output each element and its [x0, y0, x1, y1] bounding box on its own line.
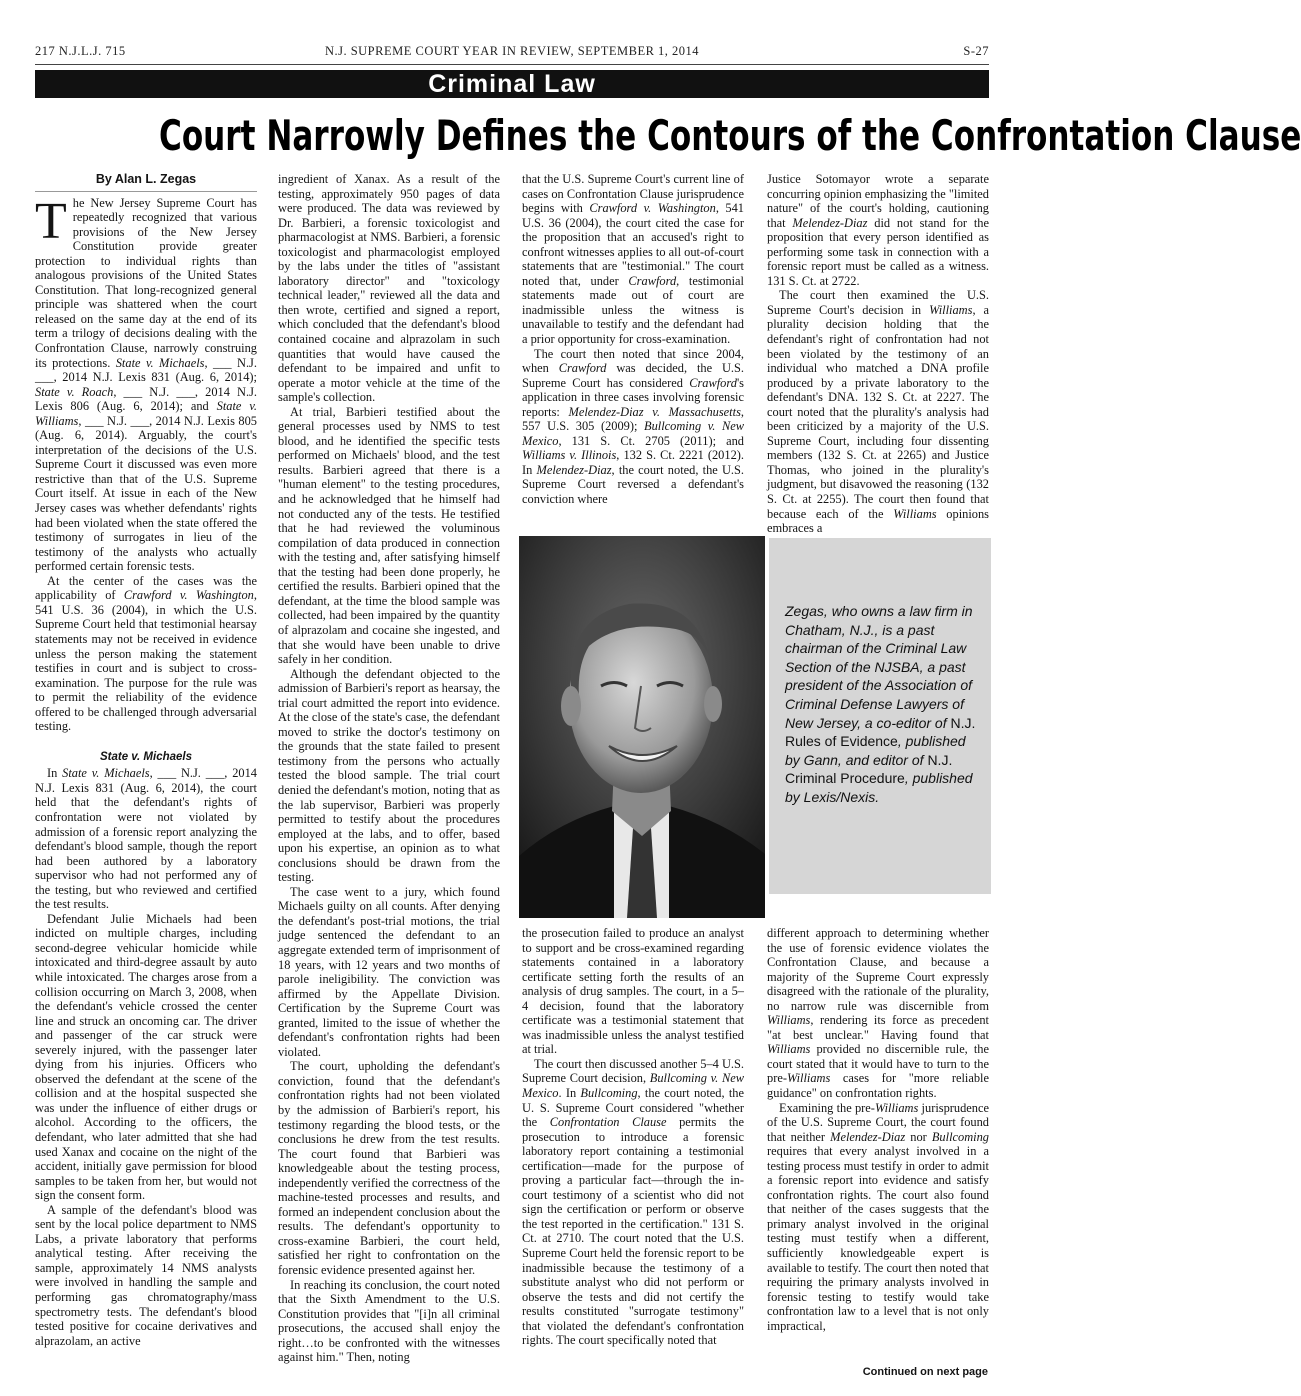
paragraph: ingredient of Xanax. As a result of the testing, approximately 950 pages of data were produced. The data was reviewed by Dr. Barbieri, a forensic toxicologist and pharmacologist at NMS. Barbieri, a forensic toxicologist and pharmacologist employed by the labs under the titles of "assistant laboratory director" and "toxicology technical leader," reviewed all the data and then wrote, certified and signed a report, which concluded that the defendant's blood contained cocaine and alprazolam in such quantities that would have caused the defendant to be impaired and unfit to operate a motor vehicle at the time of the sample's collection. [278, 172, 500, 405]
paragraph: Although the defendant objected to the admission of Barbieri's report as hearsay, the trial court admitted the report into evidence. At the close of the state's case, the defendant moved to strike the doctor's testimony on the grounds that the state failed to present testimony from the persons who actually tested the blood sample. The trial court denied the defendant's motion, noting that as the lab supervisor, Barbieri was properly permitted to testify about the procedures employed at the labs, and to offer, based upon his expertise, an opinion as to what conclusions should be drawn from the testing. [278, 666, 500, 885]
paragraph: The court, upholding the defendant's conviction, found that the defendant's confrontation rights had not been violated by the admission of Barbieri's report, his testimony regarding the blood tests, or the conclusions he drew from the test results. The court found that Barbieri was knowledgeable about the testing process, independently verified the correctness of the machine-tested processes and results, and formed an independent conclusion about the results. The defendant's opportunity to cross-examine Barbieri, the court held, satisfied her right to confrontation on the forensic evidence presented against her. [278, 1059, 500, 1278]
column-3-top [522, 172, 744, 507]
paragraph: In reaching its conclusion, the court noted that the Sixth Amendment to the U.S. Constitution provides that "[i]n all criminal prosecutions, the accused shall enjoy the right…to be confronted with the witnesses against him." Then, noting [278, 1277, 500, 1365]
column-2 [278, 172, 500, 1365]
column-1 [35, 172, 257, 1348]
portrait-image [519, 536, 765, 918]
byline: By Alan L. Zegas [35, 172, 257, 192]
caption-box [769, 538, 991, 894]
photo-caption [785, 602, 979, 807]
citation: 217 N.J.L.J. 715 [35, 44, 126, 58]
running-header [35, 42, 989, 62]
caption-book-1: N.J. Rules of Evidence [785, 714, 976, 750]
headline: Court Narrowly Defines the Contours of the Confrontation Clause [159, 111, 1301, 160]
publication-line: N.J. SUPREME COURT YEAR IN REVIEW, SEPTEMBER 1, 2014 [324, 44, 700, 58]
subheading: State v. Michaels [99, 750, 193, 763]
author-photo-block [519, 526, 989, 918]
caption-text-before: Zegas, who owns a law firm in Chatham, N.J., is a past chairman of the Criminal Law Section of the NJSBA, a past president of the Association of Criminal Defense Lawyers of New Jersey, a co-editor of [785, 603, 973, 731]
paragraph: the prosecution failed to produce an analyst to support and be cross-examined regarding statements contained in a laboratory certificate setting forth the results of an analysis of drug samples. The court, in a 5–4 decision, found that the laboratory certificate was a testimonial statement that was inadmissible unless the analyst testified at trial. [522, 926, 744, 1057]
author-photo [519, 536, 765, 918]
caption-text-after: , published by Lexis/Nexis. [785, 770, 973, 805]
caption-text-middle: , published by Gann, and editor of [785, 733, 966, 768]
paragraph: The New Jersey Supreme Court has repeatedly recognized that various provisions of the New Jersey Constitution provide greater protection to individual rights than analogous provisions of the United States Constitution. That long-recognized general principle was shattered when the court released on the same day at the end of its term a trilogy of decisions dealing with the Confrontation Clause, narrowly construing its protections. State v. Michaels, ___ N.J. ___, 2014 N.J. Lexis 831 (Aug. 6, 2014); State v. Roach, ___ N.J. ___, 2014 N.J. Lexis 806 (Aug. 6, 2014); and State v. Williams, ___ N.J. ___, 2014 N.J. Lexis 805 (Aug. 6, 2014). Arguably, the court's interpretation of the decisions of the U.S. Supreme Court it discussed was even more restrictive than that of the U.S. Supreme Court itself. At issue in each of the New Jersey cases was whether defendants' rights had been violated when the state offered the testimony of surrogates in lieu of the testimony of the analysts who actually performed certain forensic tests. [35, 192, 257, 574]
page-number: S-27 [963, 44, 989, 58]
paragraph: At the center of the cases was the applicability of Crawford v. Washington, 541 U.S. 36 (2004), in which the U.S. Supreme Court held that testimonial hearsay statements may not be received in evidence unless the person making the statement testifies in court and is subject to cross-examination. The purpose for the rule was to permit the reliability of the evidence offered to be challenged through adversarial testing. [35, 573, 257, 734]
paragraph: The case went to a jury, which found Michaels guilty on all counts. After denying the defendant's post-trial motions, the trial judge sentenced the defendant to an aggregate extended term of imprisonment of 18 years, with 12 years and two months of parole ineligibility. The conviction was affirmed by the Appellate Division. Certification by the Supreme Court was granted, limited to the issue of whether the defendant's confrontation rights had been violated. [278, 884, 500, 1059]
paragraph: A sample of the defendant's blood was sent by the local police department to NMS Labs, a private laboratory that performs analytical testing. After receiving the sample, approximately 14 NMS analysts were involved in handling the sample and performing gas chromatography/mass spectrometry tests. The defendant's blood tested positive for cocaine derivatives and alprazolam, an active [35, 1202, 257, 1348]
caption-book-2: N.J. Criminal Procedure [785, 751, 953, 787]
paragraph: The court then examined the U.S. Supreme Court's decision in Williams, a plurality decision holding that the defendant's right of confrontation had not been violated by the testimony of an individual who matched a DNA profile produced by a private laboratory to the defendant's DNA. 132 S. Ct. at 2227. The court noted that the plurality's analysis had been criticized by a majority of the U.S. Supreme Court, including four dissenting members (132 S. Ct. at 2265) and Justice Thomas, who joined in the plurality's judgment, but disavowed the reasoning (132 S. Ct. at 2255). The court then found that because each of the Williams opinions embraces a [767, 288, 989, 536]
drop-cap: T [35, 192, 67, 250]
section-banner: Criminal Law [35, 70, 989, 98]
paragraph: At trial, Barbieri testified about the general processes used by NMS to test blood, and he identified the specific tests performed on Michaels' blood, and the test results. Barbieri agreed that there is a "human element" to the testing procedures, and he acknowledged that he himself had not conducted any of the tests. He testified that he had reviewed the voluminous compilation of data produced in connection with the testing and, after satisfying himself that the testing had been done properly, he certified the results. Barbieri opined that the defendant, at the time the blood sample was collected, had been impaired by the quantity of alprazolam and cocaine she ingested, and that she would have been unable to drive safely in her condition. [278, 404, 500, 667]
column-4-bottom [767, 926, 989, 1333]
paragraph: different approach to determining whether the use of forensic evidence violates the Confrontation Clause, and because a majority of the Supreme Court expressly disagreed with the rationale of the plurality, no narrow rule was discernible from Williams, rendering its force as precedent "at best unclear." Having found that Williams provided no discernible rule, the court stated that it would have to turn to the pre-Williams cases for "more reliable guidance" on confrontation rights. [767, 926, 989, 1101]
paragraph: Defendant Julie Michaels had been indicted on multiple charges, including second-degree vehicular homicide while intoxicated and third-degree assault by auto while intoxicated. The charges arose from a collision occurring on March 3, 2008, when the defendant's vehicle crossed the center line and struck an oncoming car. The driver and passenger of the car struck were severely injured, with the passenger later dying from his injuries. Officers who observed the defendant at the scene of the collision and at the hospital suspected she was under the influence of either drugs or alcohol. According to the officers, the defendant, who later admitted that she had used Xanax and cocaine on the night of the accident, initially gave permission for blood samples to be taken from her, but would not sign the consent form. [35, 911, 257, 1203]
continued-note: Continued on next page [862, 1366, 988, 1378]
column-3-bottom [522, 926, 744, 1348]
column-4-top [767, 172, 989, 536]
header-rule [35, 64, 989, 65]
paragraph: In State v. Michaels, ___ N.J. ___, 2014 N.J. Lexis 831 (Aug. 6, 2014), the court held that the defendant's rights of confrontation were not violated by admission of a forensic report analyzing the defendant's blood sample, though the report had been authored by a laboratory supervisor who had not performed any of the testing, but who reviewed and certified the test results. [35, 766, 257, 912]
paragraph: Justice Sotomayor wrote a separate concurring opinion emphasizing the "limited nature" of the court's holding, cautioning that Melendez-Diaz did not stand for the proposition that every person identified as performing some task in connection with a forensic report must be called as a witness. 131 S. Ct. at 2722. [767, 172, 989, 288]
paragraph: The court then discussed another 5–4 U.S. Supreme Court decision, Bullcoming v. New Mexico. In Bullcoming, the court noted, the U. S. Supreme Court considered "whether the Confrontation Clause permits the prosecution to introduce a forensic laboratory report containing a testimonial certification—made for the purpose of proving a particular fact—through the in-court testimony of a scientist who did not sign the certification or perform or observe the test reported in the certification." 131 S. Ct. at 2710. The court noted that the U.S. Supreme Court held the forensic report to be inadmissible because the testimony of a substitute analyst who did not perform or observe the tests and did not certify the results constituted "surrogate testimony" that violated the defendant's confrontation rights. The court specifically noted that [522, 1056, 744, 1348]
paragraph: that the U.S. Supreme Court's current line of cases on Confrontation Clause jurisprudence begins with Crawford v. Washington, 541 U.S. 36 (2004), the court cited the case for the proposition that an accused's right to confront witnesses applies to all out-of-court statements that are "testimonial." The court noted that, under Crawford, testimonial statements made out of court are inadmissible unless the witness is unavailable to testify and the defendant had a prior opportunity for cross-examination. [522, 172, 744, 347]
paragraph: The court then noted that since 2004, when Crawford was decided, the U.S. Supreme Court has considered Crawford's application in three cases involving forensic reports: Melendez-Diaz v. Massachusetts, 557 U.S. 305 (2009); Bullcoming v. New Mexico, 131 S. Ct. 2705 (2011); and Williams v. Illinois, 132 S. Ct. 2221 (2012). In Melendez-Diaz, the court noted, the U.S. Supreme Court reversed a defendant's conviction where [522, 346, 745, 507]
paragraph: Examining the pre-Williams jurisprudence of the U.S. Supreme Court, the court found that neither Melendez-Diaz nor Bullcoming requires that every analyst involved in a testing process must testify in order to admit a forensic report into evidence and satisfy confrontation rights. The court also found that neither of the cases suggests that the primary analyst involved in the original testing must testify when a different, sufficiently knowledgeable expert is available to testify. The court then noted that requiring the primary analysts involved in forensic testing to testify would take confrontation law to a level that is not only impractical, [767, 1100, 989, 1333]
